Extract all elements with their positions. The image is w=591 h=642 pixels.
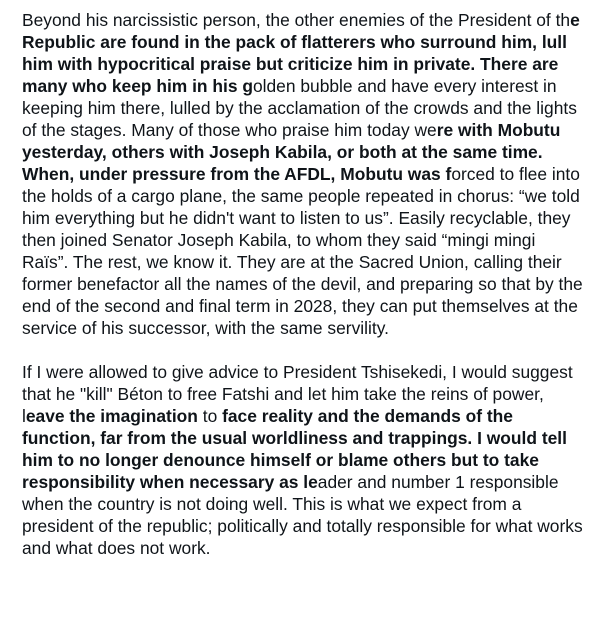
text-run-bold: re with Mobutu yesterday, others with Joseph Kabila, or both at the same time. When, under pressure from the AFDL, Mobutu was xyxy=(22,120,561,184)
text-run: to xyxy=(197,406,223,426)
text-run-bold: face reality and the demands of the function, far from the usual worldliness and trappings. I would tell him to no longer denounce himself or blame others but to take responsibility when necessary as le xyxy=(22,406,567,492)
text-run: orced to flee into the holds of a cargo plane, the same people repeated in chorus: “we told him everything but he didn't want to listen to us”. Easily recyclable, they then joined Senator Joseph Kabila, to whom they said “mingi mingi Raïs”. The rest, we know it. They are at the Sacred Union, calling their former benefactor all the names of the devil, and preparing so that by the end of the second and final term in 2028, they can put themselves at the service of his successor, with the same servility. xyxy=(22,164,583,338)
text-run-bold: f xyxy=(445,164,452,184)
text-run-bold: g xyxy=(242,76,253,96)
paragraph-advice xyxy=(22,361,583,559)
text-run: olden bubble and have every interest in keeping him there, lulled by the acclamation of the crowds and the lights of the stages. Many of those who praise him today we xyxy=(22,76,577,140)
text-run: ader and number 1 responsible when the country is not doing well. This is what we expect from a president of the republic; politically and totally responsible for what works and what does not work. xyxy=(22,472,583,558)
text-run-bold: eave the imagination xyxy=(25,406,198,426)
text-run: Beyond his narcissistic person, the other enemies of the President of th xyxy=(22,10,571,30)
text-run-bold: e Republic are found in the pack of flatterers who surround him, lull him with hypocritical praise but criticize him in private. There are many who keep him in his xyxy=(22,10,580,96)
text-run: If I were allowed to give advice to President Tshisekedi, I would suggest that he "kill" Béton to free Fatshi and let him take the reins of power, l xyxy=(22,362,573,426)
paragraph-flatterers xyxy=(22,9,583,339)
